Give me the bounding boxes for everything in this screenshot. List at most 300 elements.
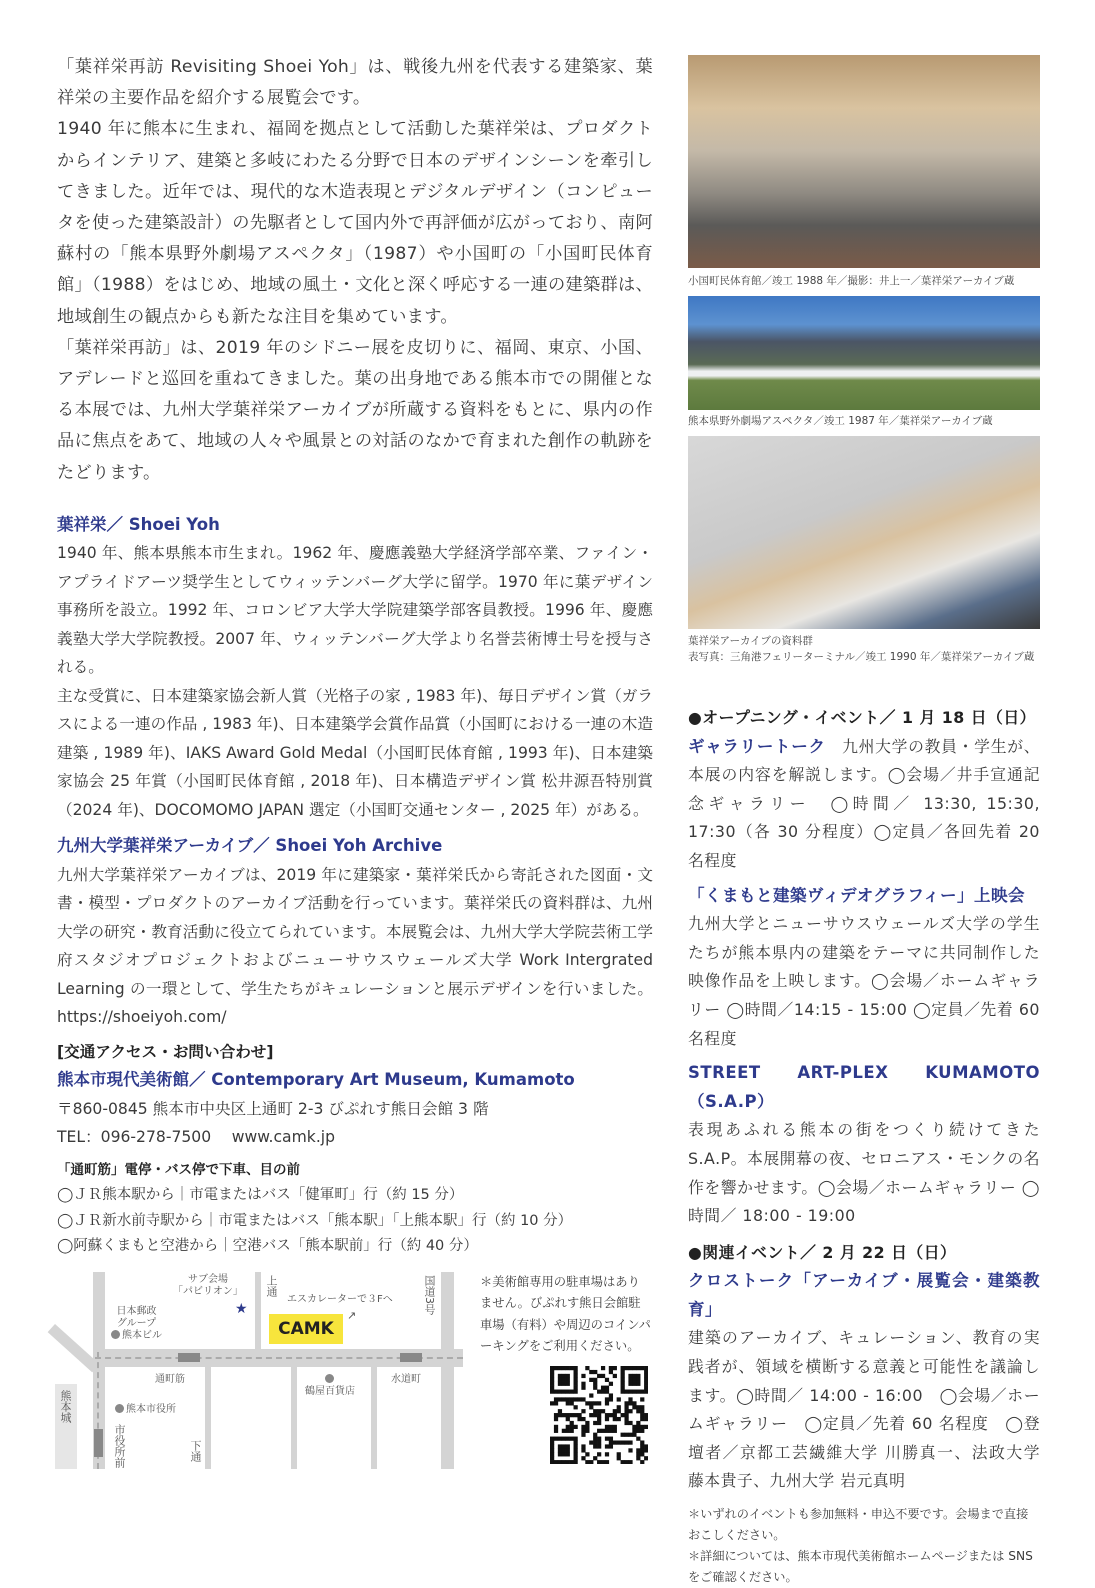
- map-road: [205, 1362, 211, 1469]
- museum-name: 熊本市現代美術館／ Contemporary Art Museum, Kumamoto: [57, 1070, 575, 1090]
- qr-module: [613, 1413, 617, 1417]
- qr-module: [585, 1421, 589, 1425]
- qr-module: [570, 1401, 574, 1405]
- qr-module: [574, 1389, 578, 1393]
- qr-module: [562, 1444, 566, 1448]
- qr-module: [632, 1366, 636, 1370]
- qr-module: [597, 1421, 601, 1425]
- qr-module: [601, 1429, 605, 1433]
- qr-module: [617, 1397, 621, 1401]
- qr-module: [621, 1432, 625, 1436]
- qr-module: [566, 1417, 570, 1421]
- photo-caption: 葉祥栄アーカイブの資料群: [688, 635, 813, 647]
- qr-module: [636, 1374, 640, 1378]
- qr-module: [558, 1413, 562, 1417]
- photo-aspecta: [688, 296, 1040, 410]
- event-title: ギャラリートーク: [688, 736, 826, 756]
- qr-module: [613, 1429, 617, 1433]
- related-events: [688, 1239, 1040, 1496]
- qr-module: [632, 1378, 636, 1382]
- star-icon: ★: [235, 1300, 248, 1317]
- qr-module: [593, 1444, 597, 1448]
- qr-module: [644, 1417, 648, 1421]
- location-dot-icon: [115, 1404, 124, 1413]
- qr-module: [550, 1436, 554, 1440]
- qr-module: [628, 1378, 632, 1382]
- qr-module: [628, 1382, 632, 1386]
- qr-module: [566, 1436, 570, 1440]
- qr-module: [621, 1382, 625, 1386]
- qr-module: [613, 1417, 617, 1421]
- bio-section: [57, 511, 653, 825]
- qr-module: [605, 1452, 609, 1456]
- qr-module: [589, 1460, 593, 1464]
- qr-module: [640, 1448, 644, 1452]
- qr-module: [636, 1425, 640, 1429]
- qr-module: [570, 1366, 574, 1370]
- qr-module: [581, 1417, 585, 1421]
- qr-module: [632, 1425, 636, 1429]
- qr-module: [624, 1417, 628, 1421]
- qr-module: [562, 1397, 566, 1401]
- qr-module: [605, 1436, 609, 1440]
- qr-module: [621, 1378, 625, 1382]
- map-row: [55, 1272, 653, 1469]
- qr-module: [605, 1385, 609, 1389]
- qr-module: [570, 1425, 574, 1429]
- qr-module: [589, 1370, 593, 1374]
- qr-module: [589, 1413, 593, 1417]
- qr-module: [558, 1378, 562, 1382]
- qr-module: [613, 1374, 617, 1378]
- qr-module: [632, 1432, 636, 1436]
- qr-module: [601, 1389, 605, 1393]
- map-label: 熊本市役所: [126, 1403, 176, 1415]
- qr-module: [581, 1444, 585, 1448]
- qr-module: [566, 1366, 570, 1370]
- qr-module: [585, 1425, 589, 1429]
- qr-module: [581, 1425, 585, 1429]
- qr-module: [566, 1378, 570, 1382]
- qr-module: [628, 1409, 632, 1413]
- qr-module: [574, 1444, 578, 1448]
- qr-module: [609, 1382, 613, 1386]
- qr-module: [644, 1378, 648, 1382]
- qr-module: [640, 1460, 644, 1464]
- map-label: 熊本ビル: [122, 1329, 162, 1341]
- qr-module: [570, 1397, 574, 1401]
- qr-module: [566, 1425, 570, 1429]
- qr-module: [554, 1436, 558, 1440]
- qr-module: [605, 1397, 609, 1401]
- qr-module: [644, 1382, 648, 1386]
- qr-module: [570, 1460, 574, 1464]
- qr-module: [554, 1425, 558, 1429]
- qr-module: [609, 1393, 613, 1397]
- qr-module: [562, 1366, 566, 1370]
- qr-module: [562, 1389, 566, 1393]
- qr-module: [621, 1389, 625, 1393]
- qr-module: [644, 1444, 648, 1448]
- qr-module: [632, 1374, 636, 1378]
- qr-module: [624, 1389, 628, 1393]
- qr-module: [566, 1460, 570, 1464]
- qr-module: [628, 1421, 632, 1425]
- stop-heading: 「通町筋」電停・バス停で下車、目の前: [57, 1161, 300, 1178]
- tram-stop: [178, 1353, 200, 1362]
- qr-module: [593, 1382, 597, 1386]
- qr-module: [644, 1448, 648, 1452]
- qr-module: [636, 1389, 640, 1393]
- qr-module: [636, 1378, 640, 1382]
- qr-module: [581, 1397, 585, 1401]
- qr-module: [617, 1417, 621, 1421]
- route-item: ◯ＪＲ熊本駅から｜市電またはバス「健軍町」行（約 15 分）: [57, 1187, 464, 1204]
- qr-module: [601, 1366, 605, 1370]
- qr-module: [550, 1444, 554, 1448]
- qr-module: [562, 1413, 566, 1417]
- qr-module: [574, 1405, 578, 1409]
- qr-module: [628, 1432, 632, 1436]
- qr-module: [621, 1460, 625, 1464]
- qr-module: [640, 1405, 644, 1409]
- qr-module: [566, 1429, 570, 1433]
- qr-module: [597, 1436, 601, 1440]
- qr-module: [601, 1374, 605, 1378]
- qr-module: [581, 1374, 585, 1378]
- qr-module: [617, 1405, 621, 1409]
- qr-module: [570, 1413, 574, 1417]
- qr-module: [566, 1452, 570, 1456]
- qr-module: [554, 1389, 558, 1393]
- qr-module: [566, 1413, 570, 1417]
- qr-module: [609, 1397, 613, 1401]
- qr-module: [617, 1409, 621, 1413]
- event-title: クロストーク「アーカイブ・展覧会・建築教育」: [688, 1271, 1040, 1319]
- qr-module: [624, 1413, 628, 1417]
- qr-module: [593, 1436, 597, 1440]
- qr-module: [574, 1456, 578, 1460]
- map-label: サブ会場: [187, 1273, 228, 1285]
- qr-module: [628, 1389, 632, 1393]
- qr-module: [636, 1456, 640, 1460]
- event-title: 「くまもと建築ヴィデオグラフィー」上映会: [688, 885, 1026, 905]
- qr-module: [562, 1436, 566, 1440]
- location-dot-icon: [325, 1374, 334, 1383]
- qr-module: [632, 1401, 636, 1405]
- qr-module: [574, 1382, 578, 1386]
- access-section: [57, 1038, 653, 1260]
- qr-module: [617, 1440, 621, 1444]
- qr-module: [581, 1409, 585, 1413]
- qr-module: [550, 1448, 554, 1452]
- route-item: ◯阿蘇くまもと空港から｜空港バス「熊本駅前」行（約 40 分）: [57, 1238, 478, 1255]
- qr-module: [593, 1440, 597, 1444]
- qr-module: [581, 1432, 585, 1436]
- map-road: [48, 1324, 100, 1372]
- qr-module: [574, 1366, 578, 1370]
- qr-module: [570, 1421, 574, 1425]
- qr-module: [574, 1413, 578, 1417]
- qr-module: [574, 1397, 578, 1401]
- map-label: 日本郵政: [116, 1305, 157, 1317]
- qr-module: [640, 1425, 644, 1429]
- right-column: [688, 704, 1040, 1588]
- qr-module: [577, 1397, 581, 1401]
- qr-module: [550, 1370, 554, 1374]
- qr-module: [550, 1452, 554, 1456]
- qr-module: [566, 1374, 570, 1378]
- qr-module: [605, 1425, 609, 1429]
- qr-module: [624, 1440, 628, 1444]
- qr-module: [632, 1389, 636, 1393]
- phone: TEL：096-278-7500: [57, 1128, 212, 1147]
- parking-note: ＊美術館専用の駐車場はありません。びぷれす熊日会館駐車場（有料）や周辺のコインパーキングをご利用ください。: [480, 1274, 651, 1354]
- qr-module: [636, 1421, 640, 1425]
- qr-module: [628, 1397, 632, 1401]
- qr-module: [550, 1456, 554, 1460]
- qr-module: [558, 1448, 562, 1452]
- qr-module: [609, 1425, 613, 1429]
- bio-text: 1940 年、熊本県熊本市生まれ。1962 年、慶應義塾大学経済学部卒業、ファイン・アプライドアーツ奨学生としてウィッテンバーグ大学に留学。1970 年に葉デザイン事務所を設立。1992 年、コロンビア大学大学院建築学部客員教授。1996 年、慶應義塾大学大学院教授。2007 年、ウィッテンバーグ大学より名誉芸術博士号を授与される。: [57, 544, 653, 677]
- event-text: 九州大学とニューサウスウェールズ大学の学生たちが熊本県内の建築をテーマに共同制作した映像作品を上映します。◯会場／ホームギャラリー ◯時間／14:15 - 15:00 ◯定員／先着 60 名程度: [688, 914, 1040, 1048]
- qr-module: [558, 1366, 562, 1370]
- qr-module: [566, 1389, 570, 1393]
- qr-module: [554, 1397, 558, 1401]
- qr-module: [640, 1397, 644, 1401]
- qr-module: [624, 1460, 628, 1464]
- qr-module: [593, 1413, 597, 1417]
- qr-module: [636, 1405, 640, 1409]
- qr-module: [632, 1429, 636, 1433]
- qr-module: [558, 1389, 562, 1393]
- qr-module: [640, 1444, 644, 1448]
- qr-module: [609, 1370, 613, 1374]
- qr-module: [644, 1389, 648, 1393]
- qr-module: [613, 1366, 617, 1370]
- qr-module: [574, 1440, 578, 1444]
- qr-module: [554, 1401, 558, 1405]
- qr-module: [640, 1366, 644, 1370]
- qr-module: [597, 1401, 601, 1405]
- qr-module: [624, 1432, 628, 1436]
- camk-marker: CAMK: [269, 1314, 343, 1344]
- qr-module: [640, 1389, 644, 1393]
- location-dot-icon: [111, 1330, 120, 1339]
- access-heading: [交通アクセス・お問い合わせ]: [57, 1042, 274, 1061]
- qr-module: [621, 1440, 625, 1444]
- map-label: 上通: [265, 1274, 278, 1297]
- archive-section: [57, 832, 653, 1032]
- qr-module: [554, 1417, 558, 1421]
- qr-module: [632, 1382, 636, 1386]
- qr-module: [640, 1413, 644, 1417]
- qr-module: [624, 1421, 628, 1425]
- qr-module: [581, 1448, 585, 1452]
- map-road: [291, 1362, 297, 1469]
- qr-module: [636, 1448, 640, 1452]
- qr-module: [554, 1460, 558, 1464]
- qr-module: [609, 1429, 613, 1433]
- qr-module: [554, 1429, 558, 1433]
- qr-module: [581, 1382, 585, 1386]
- qr-module: [558, 1382, 562, 1386]
- qr-module: [597, 1452, 601, 1456]
- qr-module: [621, 1374, 625, 1378]
- qr-module: [589, 1401, 593, 1405]
- qr-module: [585, 1429, 589, 1433]
- qr-module: [601, 1385, 605, 1389]
- qr-module: [628, 1374, 632, 1378]
- qr-module: [601, 1409, 605, 1413]
- qr-module: [581, 1429, 585, 1433]
- qr-module: [628, 1460, 632, 1464]
- map-road: [441, 1272, 454, 1469]
- qr-module: [562, 1448, 566, 1452]
- qr-module: [581, 1385, 585, 1389]
- qr-module: [585, 1452, 589, 1456]
- qr-module: [570, 1389, 574, 1393]
- qr-module: [593, 1401, 597, 1405]
- event-text: 九州大学の教員・学生が、本展の内容を解説します。◯会場／井手宣通記念ギャラリー ◯時間／ 13:30, 15:30, 17:30（各 30 分程度）◯定員／各回先着 20 名程度: [688, 736, 1040, 870]
- left-column: [57, 52, 653, 1469]
- qr-module: [624, 1405, 628, 1409]
- note: ＊詳細については、熊本市現代美術館ホームページまたは SNS をご確認ください。: [688, 1549, 1033, 1585]
- qr-module: [597, 1374, 601, 1378]
- qr-module: [605, 1417, 609, 1421]
- qr-module: [644, 1370, 648, 1374]
- qr-module: [609, 1413, 613, 1417]
- qr-module: [636, 1436, 640, 1440]
- qr-module: [589, 1393, 593, 1397]
- tram-stop: [94, 1429, 103, 1457]
- qr-module: [550, 1374, 554, 1378]
- qr-module: [589, 1440, 593, 1444]
- qr-module: [644, 1385, 648, 1389]
- qr-module: [593, 1421, 597, 1425]
- qr-module: [597, 1460, 601, 1464]
- qr-module: [593, 1378, 597, 1382]
- qr-module: [554, 1413, 558, 1417]
- qr-module: [636, 1429, 640, 1433]
- qr-module: [605, 1401, 609, 1405]
- qr-module: [574, 1436, 578, 1440]
- map-label: 「パビリオン」: [173, 1285, 243, 1297]
- qr-module: [585, 1401, 589, 1405]
- intro-paragraph: 「葉祥栄再訪 Revisiting Shoei Yoh」は、戦後九州を代表する建築家、葉祥栄の主要作品を紹介する展覧会です。: [57, 57, 653, 109]
- qr-module: [562, 1382, 566, 1386]
- map-label: 水道町: [391, 1373, 421, 1385]
- notes: [688, 1504, 1040, 1588]
- qr-module: [593, 1432, 597, 1436]
- qr-module: [562, 1374, 566, 1378]
- map-label: 熊本城: [59, 1389, 72, 1423]
- qr-module: [566, 1444, 570, 1448]
- qr-module: [574, 1460, 578, 1464]
- note: ＊いずれのイベントも参加無料・申込不要です。会場まで直接おこしください。: [688, 1507, 1029, 1543]
- qr-module: [558, 1397, 562, 1401]
- qr-module: [574, 1385, 578, 1389]
- qr-module: [636, 1409, 640, 1413]
- qr-module: [566, 1382, 570, 1386]
- qr-module: [613, 1440, 617, 1444]
- photo-caption: 熊本県野外劇場アスペクタ／竣工 1987 年／葉祥栄アーカイブ蔵: [688, 415, 993, 427]
- qr-module: [640, 1429, 644, 1433]
- qr-module: [550, 1460, 554, 1464]
- qr-module: [605, 1389, 609, 1393]
- map-label: グループ: [116, 1317, 157, 1329]
- opening-heading: ●オープニング・イベント／ 1 月 18 日（日）: [688, 708, 1036, 727]
- intro-paragraph: 「葉祥栄再訪」は、2019 年のシドニー展を皮切りに、福岡、東京、小国、アデレードと巡回を重ねてきました。葉の出身地である熊本市での開催となる本展では、九州大学葉祥栄アーカイブが所蔵する資料をもとに、県内の作品に焦点をあて、地域の人々や風景との対話のなかで育まれた創作の軌跡をたどります。: [57, 337, 653, 483]
- map-label: 下通: [189, 1439, 202, 1462]
- qr-module: [640, 1409, 644, 1413]
- qr-module: [636, 1382, 640, 1386]
- qr-module: [621, 1366, 625, 1370]
- qr-module: [605, 1460, 609, 1464]
- map-label: 市役所前: [113, 1423, 126, 1468]
- qr-module: [574, 1425, 578, 1429]
- map-side: [480, 1272, 652, 1469]
- qr-module: [636, 1452, 640, 1456]
- qr-module: [644, 1425, 648, 1429]
- qr-module: [570, 1429, 574, 1433]
- qr-module: [593, 1385, 597, 1389]
- qr-module: [621, 1413, 625, 1417]
- qr-module: [550, 1440, 554, 1444]
- qr-module: [644, 1366, 648, 1370]
- qr-module: [574, 1452, 578, 1456]
- map-label: 鶴屋百貨店: [305, 1385, 355, 1397]
- qr-module: [558, 1444, 562, 1448]
- qr-module: [570, 1436, 574, 1440]
- qr-module: [617, 1452, 621, 1456]
- archive-text: 九州大学葉祥栄アーカイブは、2019 年に建築家・葉祥栄氏から寄託された図面・文書・模型・プロダクトのアーカイブ活動を行っています。葉祥栄氏の資料群は、九州大学の研究・教育活動に役立てられています。本展覧会は、九州大学大学院芸術工学府スタジオプロジェクトおよびニューサウスウェールズ大学 Work Intergrated Learning の一環として、学生たちがキュレーションと展示デザインを行いました。: [57, 865, 653, 998]
- qr-code[interactable]: [550, 1366, 648, 1464]
- photo-caption: 小国町民体育館／竣工 1988 年／撮影：井上一／葉祥栄アーカイブ蔵: [688, 275, 1015, 287]
- qr-module: [577, 1417, 581, 1421]
- qr-module: [640, 1417, 644, 1421]
- qr-module: [605, 1444, 609, 1448]
- qr-module: [550, 1385, 554, 1389]
- archive-link[interactable]: https://shoeiyoh.com/: [57, 1008, 227, 1027]
- website-link[interactable]: www.camk.jp: [231, 1128, 336, 1147]
- qr-module: [550, 1366, 554, 1370]
- qr-module: [589, 1378, 593, 1382]
- qr-module: [585, 1460, 589, 1464]
- route-item: ◯ＪＲ新水前寺駅から｜市電またはバス「熊本駅」「上熊本駅」行（約 10 分）: [57, 1212, 573, 1229]
- qr-module: [644, 1374, 648, 1378]
- photo-oguni-gym: [688, 55, 1040, 268]
- qr-module: [597, 1429, 601, 1433]
- event-title: STREET ART-PLEX KUMAMOTO（S.A.P）: [688, 1063, 1040, 1111]
- qr-module: [574, 1370, 578, 1374]
- qr-module: [628, 1448, 632, 1452]
- qr-module: [562, 1378, 566, 1382]
- qr-module: [550, 1378, 554, 1382]
- qr-module: [605, 1378, 609, 1382]
- qr-module: [574, 1378, 578, 1382]
- awards-text: 主な受賞に、日本建築家協会新人賞（光格子の家 , 1983 年)、毎日デザイン賞（ガラスによる一連の作品 , 1983 年)、日本建築学会賞作品賞（小国町における一連の木造建築 , 1989 年)、IAKS Award Gold Medal（小国町民体育館 , 1993 年)、日本建築家協会 25 年賞（小国町民体育館 , 2018 年)、日本構造デザイン賞 松井源吾特別賞（2024 年)、DOCOMOMO JAPAN 選定（小国町交通センター , 2025 年）がある。: [57, 686, 653, 819]
- qr-module: [558, 1436, 562, 1440]
- qr-module: [562, 1429, 566, 1433]
- map-label: エスカレーターで３Fへ: [287, 1293, 393, 1305]
- qr-module: [640, 1440, 644, 1444]
- qr-module: [554, 1366, 558, 1370]
- qr-module: [550, 1389, 554, 1393]
- event-text: 表現あふれる熊本の街をつくり続けてきたS.A.P。本展開幕の夜、セロニアス・モンクの名作を響かせます。◯会場／ホームギャラリー ◯時間／ 18:00 - 19:00: [688, 1120, 1040, 1226]
- qr-module: [558, 1452, 562, 1456]
- qr-module: [566, 1448, 570, 1452]
